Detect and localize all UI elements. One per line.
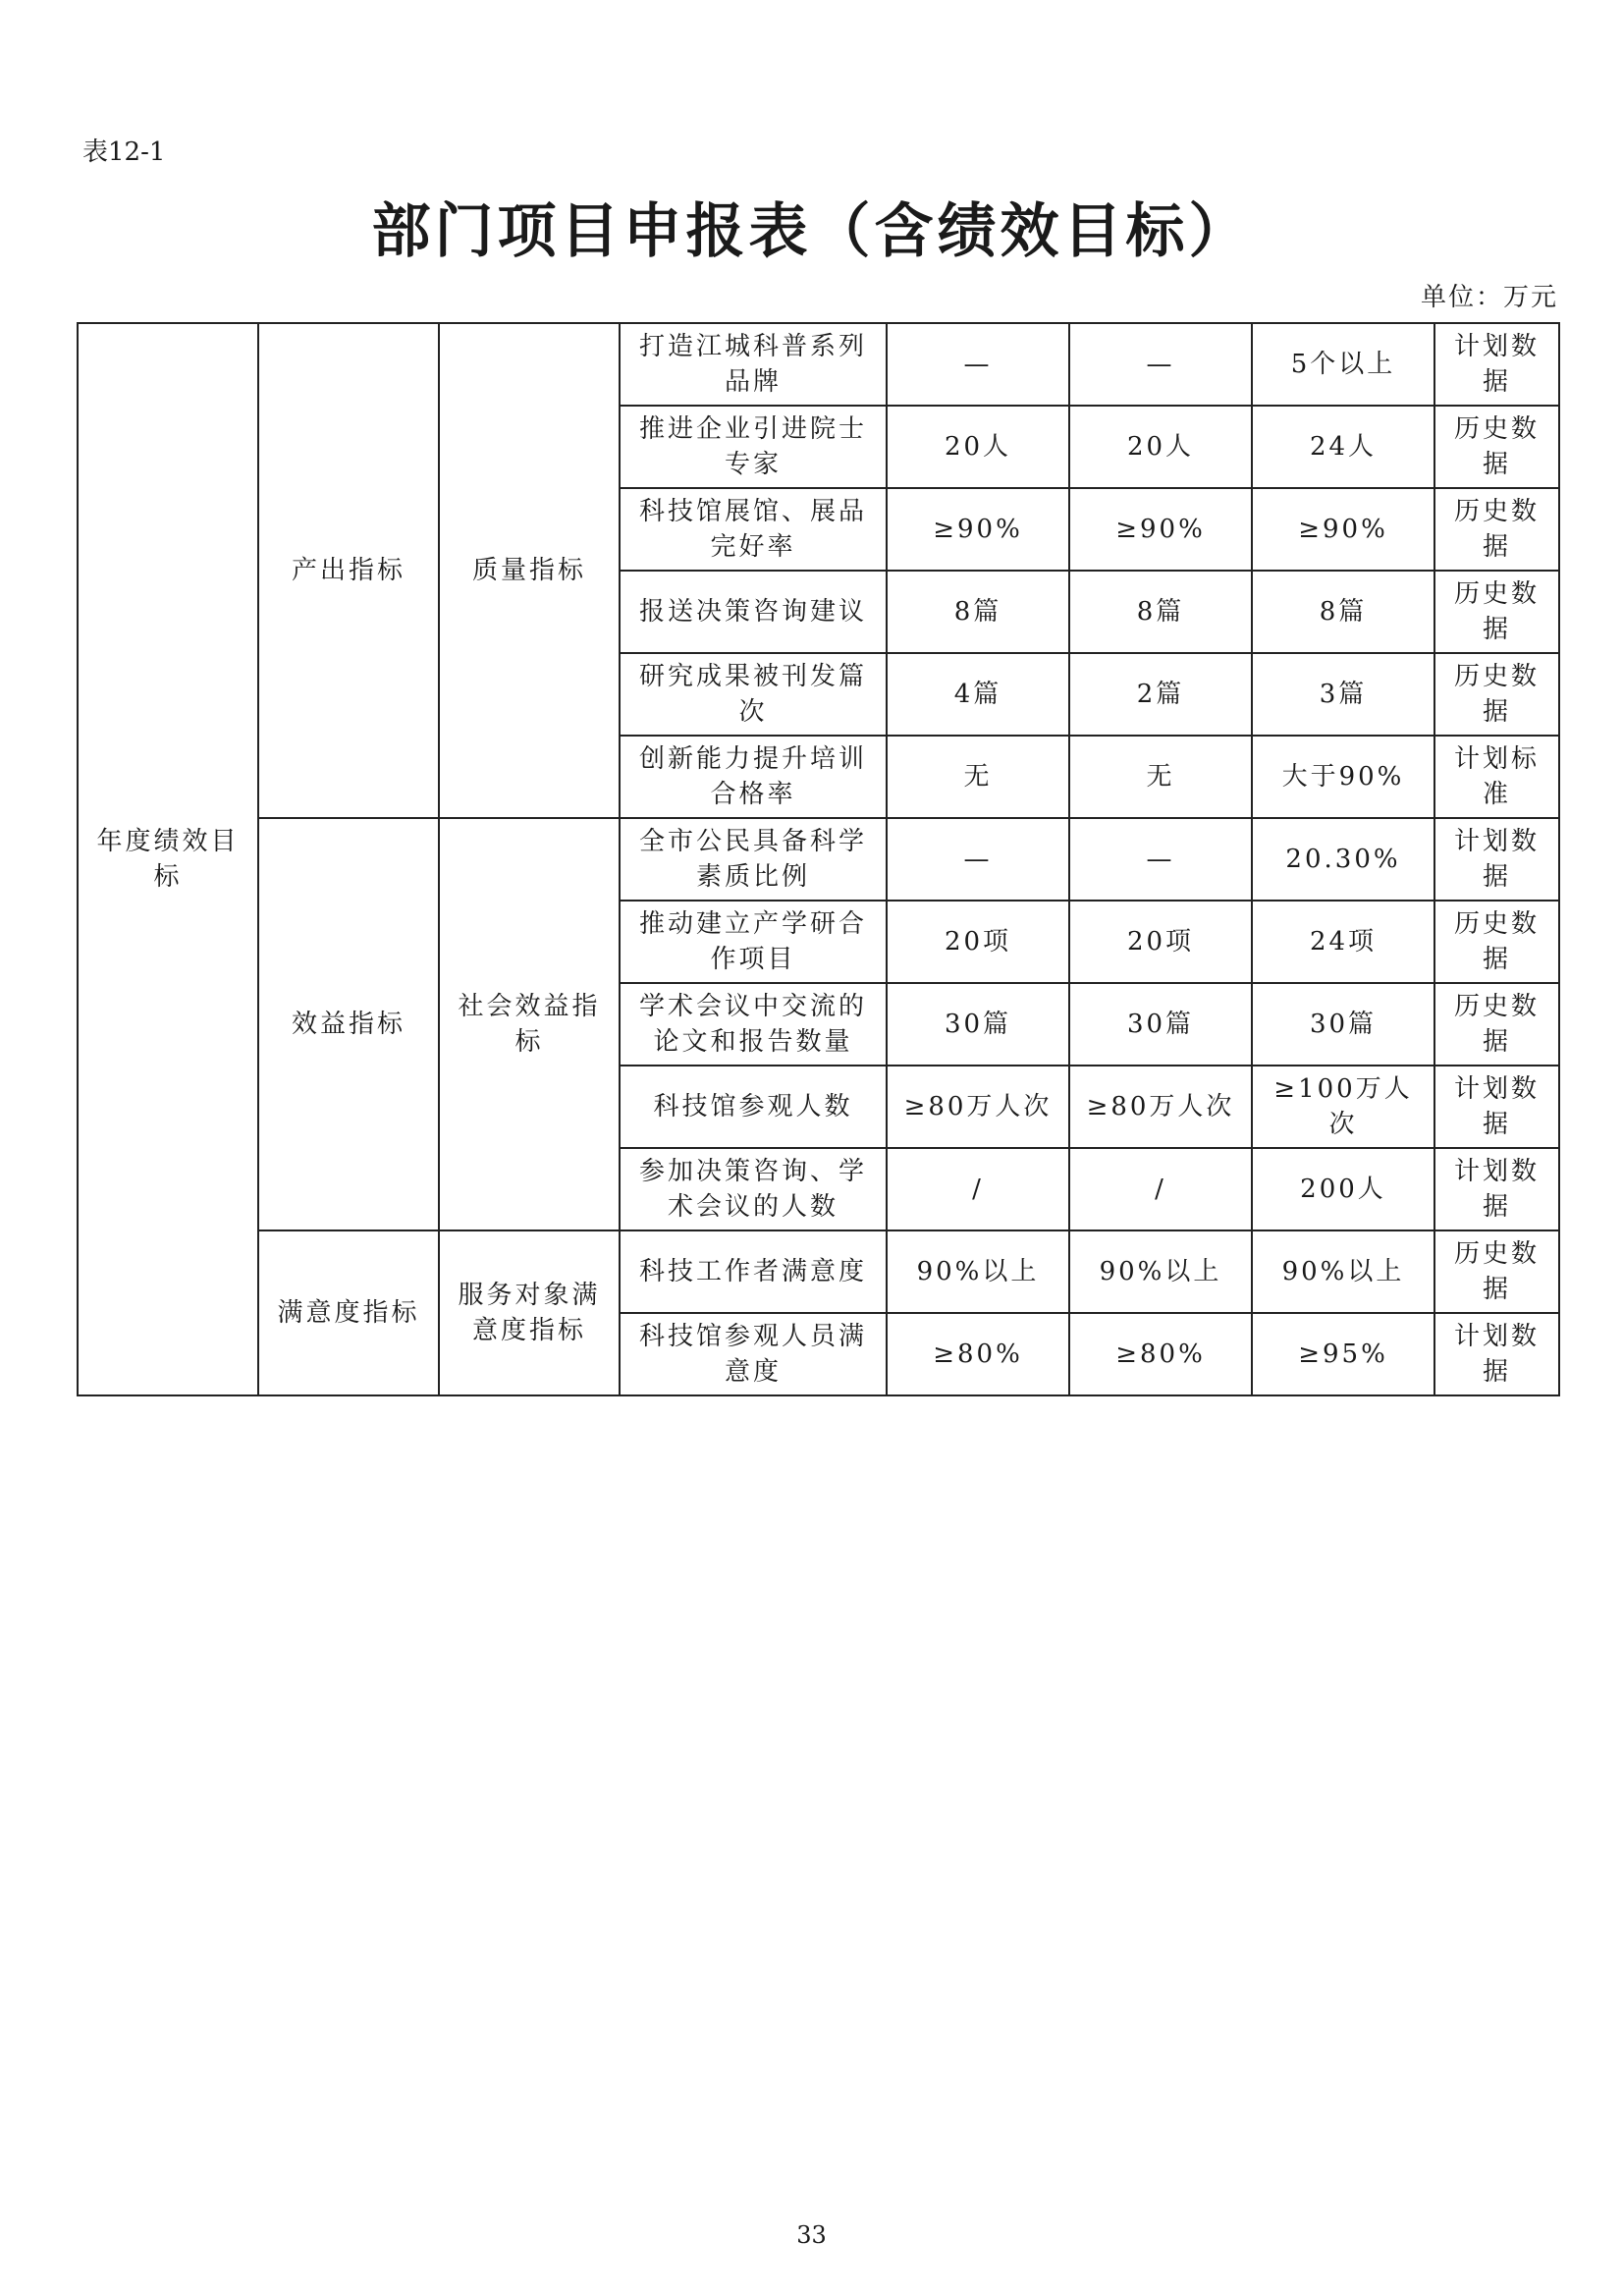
value-cell-1: —: [887, 818, 1069, 901]
value-cell-3: 24项: [1252, 901, 1434, 983]
value-cell-3: 24人: [1252, 406, 1434, 488]
value-cell-2: ≥80万人次: [1069, 1066, 1252, 1148]
value-cell-2: 30篇: [1069, 983, 1252, 1066]
basis-cell: 计划标准: [1434, 736, 1559, 818]
value-cell-1: /: [887, 1148, 1069, 1230]
page-number: 33: [796, 2221, 827, 2249]
basis-cell: 计划数据: [1434, 1148, 1559, 1230]
value-cell-1: ≥90%: [887, 488, 1069, 571]
value-cell-1: ≥80万人次: [887, 1066, 1069, 1148]
performance-table: [77, 322, 1560, 1396]
indicator-name-cell: 报送决策咨询建议: [620, 571, 887, 653]
value-cell-1: ≥80%: [887, 1313, 1069, 1395]
value-cell-2: 90%以上: [1069, 1230, 1252, 1313]
level1-indicator-cell: 年度绩效目标: [78, 323, 258, 1395]
basis-cell: 历史数据: [1434, 406, 1559, 488]
value-cell-2: 20人: [1069, 406, 1252, 488]
indicator-name-cell: 全市公民具备科学素质比例: [620, 818, 887, 901]
table-row: [78, 323, 1559, 406]
value-cell-3: 5个以上: [1252, 323, 1434, 406]
value-cell-1: 90%以上: [887, 1230, 1069, 1313]
value-cell-3: 8篇: [1252, 571, 1434, 653]
value-cell-3: 20.30%: [1252, 818, 1434, 901]
value-cell-3: 大于90%: [1252, 736, 1434, 818]
value-cell-1: 20项: [887, 901, 1069, 983]
basis-cell: 计划数据: [1434, 1066, 1559, 1148]
table-row: [78, 818, 1559, 901]
indicator-name-cell: 科技馆参观人员满意度: [620, 1313, 887, 1395]
indicator-name-cell: 参加决策咨询、学术会议的人数: [620, 1148, 887, 1230]
value-cell-1: 4篇: [887, 653, 1069, 736]
indicator-name-cell: 研究成果被刊发篇次: [620, 653, 887, 736]
value-cell-2: 8篇: [1069, 571, 1252, 653]
unit-label: 单位：万元: [1420, 283, 1558, 312]
value-cell-3: 90%以上: [1252, 1230, 1434, 1313]
basis-cell: 计划数据: [1434, 323, 1559, 406]
value-cell-2: 20项: [1069, 901, 1252, 983]
value-cell-1: 无: [887, 736, 1069, 818]
basis-cell: 历史数据: [1434, 488, 1559, 571]
indicator-name-cell: 推动建立产学研合作项目: [620, 901, 887, 983]
basis-cell: 计划数据: [1434, 818, 1559, 901]
level2-indicator-cell: 效益指标: [258, 818, 439, 1230]
value-cell-2: 无: [1069, 736, 1252, 818]
value-cell-3: 30篇: [1252, 983, 1434, 1066]
value-cell-2: —: [1069, 818, 1252, 901]
indicator-name-cell: 学术会议中交流的论文和报告数量: [620, 983, 887, 1066]
basis-cell: 历史数据: [1434, 1230, 1559, 1313]
level2-indicator-cell: 满意度指标: [258, 1230, 439, 1395]
value-cell-1: 30篇: [887, 983, 1069, 1066]
value-cell-2: /: [1069, 1148, 1252, 1230]
table-row: [78, 1230, 1559, 1313]
indicator-name-cell: 科技馆参观人数: [620, 1066, 887, 1148]
value-cell-2: ≥80%: [1069, 1313, 1252, 1395]
basis-cell: 历史数据: [1434, 901, 1559, 983]
value-cell-2: ≥90%: [1069, 488, 1252, 571]
value-cell-3: ≥100万人次: [1252, 1066, 1434, 1148]
page-title: 部门项目申报表（含绩效目标）: [371, 197, 1252, 266]
value-cell-3: 200人: [1252, 1148, 1434, 1230]
value-cell-1: —: [887, 323, 1069, 406]
level3-indicator-cell: 社会效益指标: [439, 818, 620, 1230]
value-cell-2: 2篇: [1069, 653, 1252, 736]
value-cell-3: ≥95%: [1252, 1313, 1434, 1395]
basis-cell: 计划数据: [1434, 1313, 1559, 1395]
value-cell-2: —: [1069, 323, 1252, 406]
level3-indicator-cell: 质量指标: [439, 323, 620, 818]
value-cell-3: 3篇: [1252, 653, 1434, 736]
value-cell-1: 8篇: [887, 571, 1069, 653]
indicator-name-cell: 创新能力提升培训合格率: [620, 736, 887, 818]
value-cell-3: ≥90%: [1252, 488, 1434, 571]
indicator-name-cell: 科技馆展馆、展品完好率: [620, 488, 887, 571]
indicator-name-cell: 打造江城科普系列品牌: [620, 323, 887, 406]
value-cell-1: 20人: [887, 406, 1069, 488]
basis-cell: 历史数据: [1434, 653, 1559, 736]
level3-indicator-cell: 服务对象满意度指标: [439, 1230, 620, 1395]
level2-indicator-cell: 产出指标: [258, 323, 439, 818]
basis-cell: 历史数据: [1434, 571, 1559, 653]
table-number: 表12-1: [82, 137, 166, 167]
indicator-name-cell: 科技工作者满意度: [620, 1230, 887, 1313]
indicator-name-cell: 推进企业引进院士专家: [620, 406, 887, 488]
basis-cell: 历史数据: [1434, 983, 1559, 1066]
